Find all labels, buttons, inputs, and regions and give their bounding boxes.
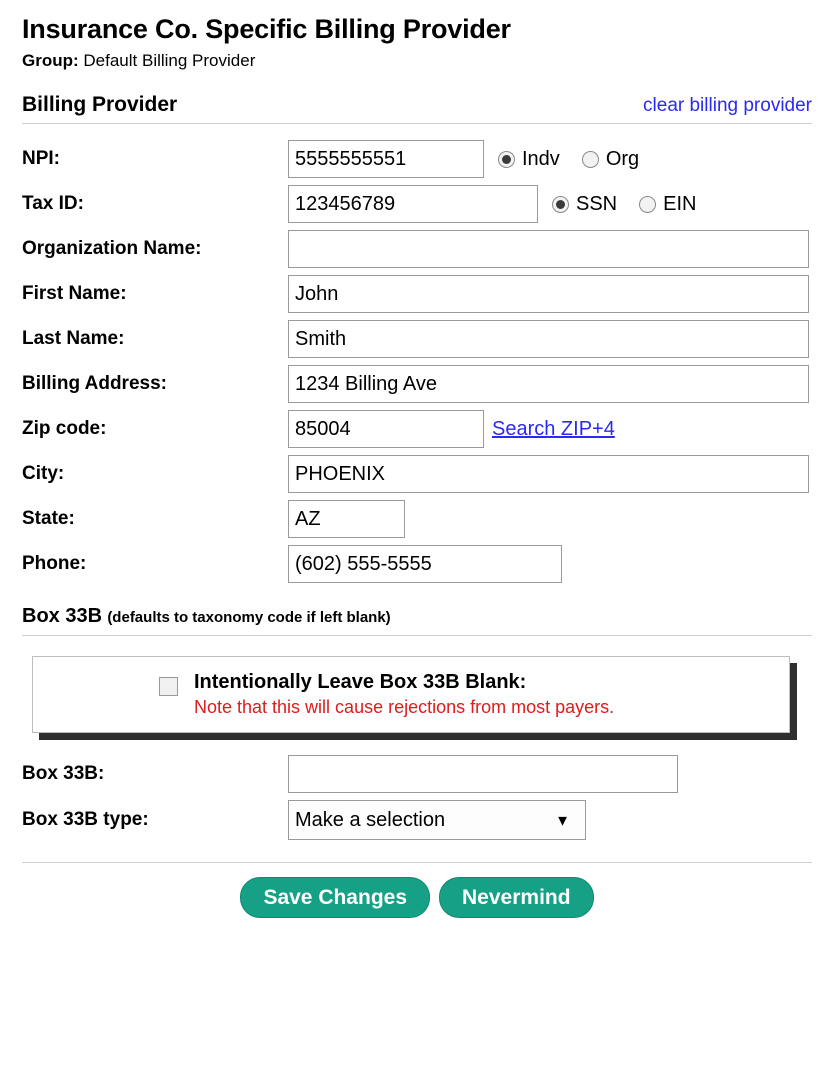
last-name-label: Last Name: [22,328,125,350]
row-organization-name [22,230,812,268]
first-name-input[interactable] [288,275,809,313]
callout-text [194,671,614,718]
npi-type-indv-label: Indv [522,147,560,170]
npi-label: NPI: [22,148,60,170]
action-buttons [22,877,812,918]
group-line [22,51,812,71]
city-input[interactable] [288,455,809,493]
row-last-name [22,320,812,358]
organization-name-input[interactable] [288,230,809,268]
row-phone [22,545,812,583]
tax-id-label: Tax ID: [22,193,84,215]
box33b-type-label: Box 33B type: [22,809,149,831]
box33b-type-select[interactable] [288,800,586,840]
state-input[interactable] [288,500,405,538]
section-title: Billing Provider [22,93,178,117]
box33b-divider [22,635,812,636]
box33b-input[interactable] [288,755,678,793]
row-first-name [22,275,812,313]
zip-code-label: Zip code: [22,418,107,440]
actions-divider [22,862,812,863]
radio-ein-icon[interactable] [639,196,656,213]
section-divider [22,123,812,124]
npi-type-org-label: Org [605,147,640,170]
zip-code-input[interactable] [288,410,484,448]
tax-type-ssn-option[interactable] [552,193,617,216]
tax-id-input[interactable] [288,185,538,223]
billing-address-input[interactable] [288,365,809,403]
clear-billing-provider-link[interactable]: clear billing provider [643,95,812,117]
chevron-down-icon: ▼ [555,812,570,830]
section-header [22,93,812,123]
row-npi [22,140,812,178]
radio-org-icon[interactable] [582,151,599,168]
phone-input[interactable] [288,545,562,583]
billing-address-label: Billing Address: [22,373,167,395]
phone-label: Phone: [22,553,87,575]
tax-type-ssn-label: SSN [576,192,618,215]
callout-warning-note: Note that this will cause rejections from most payers. [194,697,615,718]
tax-type-ein-label: EIN [663,192,697,215]
row-zip-code [22,410,812,448]
tax-type-ein-option[interactable] [639,193,696,216]
city-label: City: [22,463,65,485]
box33b-heading [22,605,812,628]
leave-box33b-blank-callout [32,656,790,733]
row-box33b [22,755,812,793]
row-state [22,500,812,538]
npi-type-radio-group [498,148,661,171]
box33b-heading-title: Box 33B [22,605,103,628]
row-box33b-type [22,800,812,840]
box33b-heading-note: (defaults to taxonomy code if left blank) [107,609,391,627]
last-name-input[interactable] [288,320,809,358]
tax-type-radio-group [552,193,718,216]
page-title: Insurance Co. Specific Billing Provider [22,14,511,44]
nevermind-button[interactable]: Nevermind [439,877,594,918]
organization-name-label: Organization Name: [22,238,202,260]
row-city [22,455,812,493]
state-label: State: [22,508,75,530]
group-value: Default Billing Provider [83,51,256,71]
first-name-label: First Name: [22,283,127,305]
npi-type-indv-option[interactable] [498,148,560,171]
row-billing-address [22,365,812,403]
row-tax-id [22,185,812,223]
leave-box33b-blank-checkbox[interactable] [159,677,178,696]
box33b-type-select-wrap[interactable] [288,800,586,840]
radio-indv-icon[interactable] [498,151,515,168]
npi-input[interactable] [288,140,484,178]
npi-type-org-option[interactable] [582,148,639,171]
box33b-label: Box 33B: [22,763,105,785]
search-zip4-link[interactable]: Search ZIP+4 [492,417,615,440]
radio-ssn-icon[interactable] [552,196,569,213]
callout-title: Intentionally Leave Box 33B Blank: [194,671,527,694]
save-changes-button[interactable]: Save Changes [240,877,430,918]
group-label: Group: [22,51,79,71]
